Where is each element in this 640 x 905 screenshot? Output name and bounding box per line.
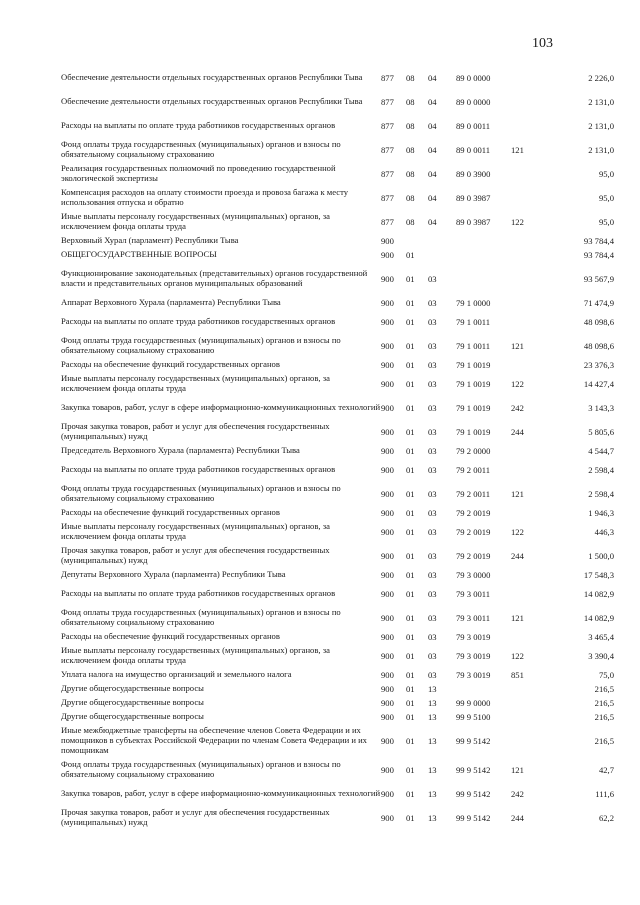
- row-section-code: 01: [406, 712, 415, 722]
- row-subsection-code: [428, 234, 456, 248]
- row-ved-code: 900: [381, 684, 394, 694]
- row-target-article: 99 9 5100: [456, 712, 491, 722]
- row-name: Функционирование законодательных (представительных) органов государственной власти и представительных органов муниципальных образований: [61, 268, 368, 288]
- row-subsection-code: 13: [428, 765, 437, 775]
- row-target-article: 79 1 0011: [456, 317, 491, 327]
- row-subsection-code: 13: [428, 698, 437, 708]
- row-amount: 4 544,7: [588, 446, 614, 456]
- row-name: Верховный Хурал (парламент) Республики Тыва: [61, 235, 239, 245]
- row-target-article: 79 1 0000: [456, 298, 491, 308]
- row-expense-type: [511, 682, 539, 696]
- row-target-article: 99 9 5142: [456, 736, 491, 746]
- row-expense-type: [511, 710, 539, 724]
- table-row: [61, 162, 614, 186]
- row-name: Закупка товаров, работ, услуг в сфере информационно-коммуникационных технологий: [61, 402, 381, 412]
- row-ved-code: 877: [381, 73, 394, 83]
- row-ved-code: 900: [381, 427, 394, 437]
- row-name: Фонд оплаты труда государственных (муниципальных) органов и взносы по обязательному социальному страхованию: [61, 139, 341, 159]
- row-target-article: 79 3 0019: [456, 651, 491, 661]
- row-section-code: 01: [406, 632, 415, 642]
- row-subsection-code: 03: [428, 613, 437, 623]
- table-row: [61, 372, 614, 396]
- row-ved-code: 877: [381, 145, 394, 155]
- row-expense-type: [511, 114, 539, 138]
- row-ved-code: 900: [381, 341, 394, 351]
- row-target-article: 89 0 0011: [456, 121, 491, 131]
- row-amount: 48 098,6: [583, 341, 614, 351]
- row-name: Компенсация расходов на оплату стоимости проезда и провоза багажа к месту использования отпуска и обратно: [61, 187, 349, 207]
- row-amount: 1 946,3: [588, 508, 614, 518]
- row-subsection-code: 04: [428, 217, 437, 227]
- row-subsection-code: 13: [428, 684, 437, 694]
- row-expense-type: [511, 234, 539, 248]
- row-subsection-code: 03: [428, 570, 437, 580]
- table-row: [61, 262, 614, 296]
- row-amount: 93 784,4: [583, 236, 614, 246]
- row-name: Прочая закупка товаров, работ и услуг для обеспечения государственных (муниципальных) нужд: [61, 421, 330, 441]
- row-amount: 93 784,4: [583, 250, 614, 260]
- row-expense-type: [511, 90, 539, 114]
- row-target-article: 89 0 0000: [456, 73, 491, 83]
- row-target-article: 99 9 0000: [456, 698, 491, 708]
- row-ved-code: 900: [381, 789, 394, 799]
- row-name: Иные выплаты персоналу государственных (муниципальных) органов, за исключением фонда оплаты труда: [61, 521, 330, 541]
- row-target-article: 89 0 0000: [456, 97, 491, 107]
- row-subsection-code: 03: [428, 589, 437, 599]
- row-subsection-code: 13: [428, 813, 437, 823]
- row-expense-type: [511, 724, 539, 758]
- row-amount: 71 474,9: [583, 298, 614, 308]
- row-target-article: 79 2 0011: [456, 489, 491, 499]
- row-section-code: 01: [406, 765, 415, 775]
- table-row: [61, 630, 614, 644]
- row-expense-type: [511, 66, 539, 90]
- row-subsection-code: 03: [428, 317, 437, 327]
- row-expense-type: 121: [511, 145, 524, 155]
- row-ved-code: 900: [381, 250, 394, 260]
- row-section-code: 01: [406, 465, 415, 475]
- row-section-code: 08: [406, 169, 415, 179]
- table-row: [61, 710, 614, 724]
- row-subsection-code: 13: [428, 789, 437, 799]
- row-ved-code: 900: [381, 489, 394, 499]
- table-row: [61, 186, 614, 210]
- row-target-article: 89 0 3987: [456, 193, 491, 203]
- row-amount: 48 098,6: [583, 317, 614, 327]
- row-target-article: 79 3 0019: [456, 632, 491, 642]
- table-row: [61, 644, 614, 668]
- row-target-article: [456, 234, 511, 248]
- table-row: [61, 138, 614, 162]
- table-row: [61, 296, 614, 310]
- row-ved-code: 900: [381, 651, 394, 661]
- row-subsection-code: 03: [428, 489, 437, 499]
- table-row: [61, 248, 614, 262]
- row-expense-type: [511, 444, 539, 458]
- row-subsection-code: 03: [428, 651, 437, 661]
- table-row: [61, 682, 614, 696]
- row-section-code: 01: [406, 698, 415, 708]
- row-amount: 42,7: [598, 765, 614, 775]
- row-section-code: 01: [406, 274, 415, 284]
- table-row: [61, 420, 614, 444]
- table-row: [61, 582, 614, 606]
- row-amount: 2 598,4: [588, 465, 614, 475]
- row-subsection-code: 03: [428, 670, 437, 680]
- row-section-code: 01: [406, 298, 415, 308]
- row-ved-code: 900: [381, 813, 394, 823]
- row-name: Фонд оплаты труда государственных (муниципальных) органов и взносы по обязательному социальному страхованию: [61, 335, 341, 355]
- row-ved-code: 900: [381, 765, 394, 775]
- row-target-article: [456, 682, 511, 696]
- row-name: Прочая закупка товаров, работ и услуг для обеспечения государственных (муниципальных) нужд: [61, 807, 330, 827]
- row-amount: 3 143,3: [588, 403, 614, 413]
- row-amount: 3 390,4: [588, 651, 614, 661]
- row-section-code: 08: [406, 121, 415, 131]
- table-row: [61, 758, 614, 782]
- row-section-code: 08: [406, 97, 415, 107]
- page-number: 103: [532, 36, 553, 51]
- row-ved-code: 900: [381, 551, 394, 561]
- row-amount: 1 500,0: [588, 551, 614, 561]
- row-expense-type: [511, 296, 539, 310]
- table-row: [61, 506, 614, 520]
- table-row: [61, 806, 614, 830]
- row-expense-type: 122: [511, 651, 524, 661]
- row-expense-type: 244: [511, 551, 524, 561]
- row-expense-type: [511, 630, 539, 644]
- row-expense-type: [511, 248, 539, 262]
- row-subsection-code: 04: [428, 73, 437, 83]
- row-expense-type: [511, 310, 539, 334]
- row-name: Фонд оплаты труда государственных (муниципальных) органов и взносы по обязательному социальному страхованию: [61, 759, 341, 779]
- row-expense-type: 121: [511, 765, 524, 775]
- row-name: Закупка товаров, работ, услуг в сфере информационно-коммуникационных технологий: [61, 788, 381, 798]
- row-ved-code: 877: [381, 217, 394, 227]
- table-row: [61, 114, 614, 138]
- row-target-article: 79 3 0011: [456, 613, 491, 623]
- row-subsection-code: 04: [428, 121, 437, 131]
- row-expense-type: 244: [511, 813, 524, 823]
- row-target-article: 89 0 0011: [456, 145, 491, 155]
- row-target-article: 79 3 0019: [456, 670, 491, 680]
- row-target-article: 79 1 0011: [456, 341, 491, 351]
- row-subsection-code: 03: [428, 341, 437, 351]
- row-ved-code: 900: [381, 632, 394, 642]
- row-name: Обеспечение деятельности отдельных государственных органов Республики Тыва: [61, 72, 363, 82]
- row-ved-code: 900: [381, 274, 394, 284]
- row-amount: 95,0: [598, 193, 614, 203]
- row-target-article: 89 0 3900: [456, 169, 491, 179]
- row-section-code: 08: [406, 73, 415, 83]
- row-name: Иные выплаты персоналу государственных (муниципальных) органов, за исключением фонда оплаты труда: [61, 373, 330, 393]
- row-ved-code: 900: [381, 379, 394, 389]
- row-name: Фонд оплаты труда государственных (муниципальных) органов и взносы по обязательному социальному страхованию: [61, 607, 341, 627]
- table-row: [61, 606, 614, 630]
- row-target-article: 79 1 0019: [456, 360, 491, 370]
- row-name: Уплата налога на имущество организаций и земельного налога: [61, 669, 292, 679]
- table-row: [61, 396, 614, 420]
- row-amount: 93 567,9: [583, 274, 614, 284]
- row-amount: 95,0: [598, 169, 614, 179]
- row-subsection-code: 03: [428, 298, 437, 308]
- row-target-article: 79 1 0019: [456, 379, 491, 389]
- row-name: Другие общегосударственные вопросы: [61, 683, 204, 693]
- row-target-article: 99 9 5142: [456, 789, 491, 799]
- row-amount: 95,0: [598, 217, 614, 227]
- row-amount: 446,3: [594, 527, 614, 537]
- row-ved-code: 877: [381, 193, 394, 203]
- row-subsection-code: 03: [428, 508, 437, 518]
- table-row: [61, 334, 614, 358]
- row-section-code: 01: [406, 379, 415, 389]
- row-subsection-code: 04: [428, 169, 437, 179]
- row-section-code: 01: [406, 613, 415, 623]
- row-amount: 216,5: [594, 736, 614, 746]
- row-expense-type: [511, 506, 539, 520]
- row-section-code: 08: [406, 193, 415, 203]
- row-expense-type: [511, 568, 539, 582]
- table-row: [61, 234, 614, 248]
- row-amount: 2 226,0: [588, 73, 614, 83]
- row-section-code: 01: [406, 427, 415, 437]
- row-expense-type: 122: [511, 527, 524, 537]
- row-subsection-code: 03: [428, 527, 437, 537]
- row-ved-code: 877: [381, 169, 394, 179]
- row-name: Аппарат Верховного Хурала (парламента) Республики Тыва: [61, 297, 281, 307]
- row-target-article: 99 9 5142: [456, 765, 491, 775]
- row-ved-code: 900: [381, 589, 394, 599]
- row-subsection-code: 04: [428, 193, 437, 203]
- row-ved-code: 900: [381, 236, 394, 246]
- row-expense-type: 851: [511, 670, 524, 680]
- row-amount: 2 131,0: [588, 145, 614, 155]
- row-section-code: 01: [406, 813, 415, 823]
- row-name: Расходы на обеспечение функций государственных органов: [61, 359, 280, 369]
- row-section-code: 01: [406, 570, 415, 580]
- row-amount: 216,5: [594, 698, 614, 708]
- row-expense-type: [511, 696, 539, 710]
- row-amount: 2 131,0: [588, 121, 614, 131]
- row-subsection-code: 03: [428, 360, 437, 370]
- row-ved-code: 900: [381, 317, 394, 327]
- row-ved-code: 900: [381, 527, 394, 537]
- row-amount: 17 548,3: [583, 570, 614, 580]
- row-expense-type: 121: [511, 341, 524, 351]
- row-amount: 5 805,6: [588, 427, 614, 437]
- row-target-article: 79 1 0019: [456, 427, 491, 437]
- row-name: Расходы на обеспечение функций государственных органов: [61, 507, 280, 517]
- row-expense-type: 242: [511, 789, 524, 799]
- row-section-code: 01: [406, 736, 415, 746]
- row-ved-code: 900: [381, 298, 394, 308]
- table-row: [61, 482, 614, 506]
- row-expense-type: [511, 162, 539, 186]
- table-row: [61, 520, 614, 544]
- row-expense-type: 121: [511, 613, 524, 623]
- row-subsection-code: 03: [428, 379, 437, 389]
- row-section-code: 01: [406, 360, 415, 370]
- row-amount: 14 082,9: [583, 613, 614, 623]
- row-subsection-code: 13: [428, 736, 437, 746]
- budget-table: [61, 66, 614, 830]
- row-amount: 216,5: [594, 684, 614, 694]
- table-row: [61, 782, 614, 806]
- row-subsection-code: 04: [428, 97, 437, 107]
- table-row: [61, 696, 614, 710]
- row-amount: 2 131,0: [588, 97, 614, 107]
- row-ved-code: 900: [381, 403, 394, 413]
- row-target-article: 79 2 0019: [456, 508, 491, 518]
- row-expense-type: [511, 262, 539, 296]
- row-ved-code: 900: [381, 698, 394, 708]
- row-ved-code: 877: [381, 97, 394, 107]
- row-ved-code: 900: [381, 613, 394, 623]
- table-row: [61, 724, 614, 758]
- row-name: Расходы на выплаты по оплате труда работников государственных органов: [61, 588, 336, 598]
- row-subsection-code: 03: [428, 465, 437, 475]
- row-ved-code: 900: [381, 736, 394, 746]
- row-amount: 111,6: [595, 789, 614, 799]
- row-section-code: 01: [406, 341, 415, 351]
- row-name: Депутаты Верховного Хурала (парламента) Республики Тыва: [61, 569, 286, 579]
- row-subsection-code: 03: [428, 403, 437, 413]
- row-name: Прочая закупка товаров, работ и услуг для обеспечения государственных (муниципальных) нужд: [61, 545, 330, 565]
- row-ved-code: 900: [381, 570, 394, 580]
- row-section-code: 01: [406, 651, 415, 661]
- row-expense-type: [511, 358, 539, 372]
- row-target-article: 79 3 0011: [456, 589, 491, 599]
- row-ved-code: 900: [381, 508, 394, 518]
- table-row: [61, 458, 614, 482]
- row-target-article: 79 2 0000: [456, 446, 491, 456]
- row-target-article: 79 2 0019: [456, 527, 491, 537]
- row-amount: 2 598,4: [588, 489, 614, 499]
- row-section-code: 01: [406, 489, 415, 499]
- row-subsection-code: 03: [428, 446, 437, 456]
- row-expense-type: [511, 186, 539, 210]
- row-amount: 14 427,4: [583, 379, 614, 389]
- row-section-code: 08: [406, 217, 415, 227]
- budget-table-body: [61, 66, 614, 830]
- row-name: ОБЩЕГОСУДАРСТВЕННЫЕ ВОПРОСЫ: [61, 249, 217, 259]
- row-target-article: 89 0 3987: [456, 217, 491, 227]
- row-name: Иные выплаты персоналу государственных (муниципальных) органов, за исключением фонда оплаты труда: [61, 211, 330, 231]
- row-expense-type: 122: [511, 379, 524, 389]
- row-subsection-code: 03: [428, 551, 437, 561]
- row-target-article: 79 3 0000: [456, 570, 491, 580]
- row-subsection-code: 03: [428, 632, 437, 642]
- row-amount: 75,0: [598, 670, 614, 680]
- table-row: [61, 210, 614, 234]
- row-subsection-code: [428, 248, 456, 262]
- row-ved-code: 900: [381, 712, 394, 722]
- row-target-article: [456, 248, 511, 262]
- row-subsection-code: 13: [428, 712, 437, 722]
- table-row: [61, 568, 614, 582]
- row-target-article: 79 2 0011: [456, 465, 491, 475]
- row-amount: 14 082,9: [583, 589, 614, 599]
- row-section-code: 01: [406, 508, 415, 518]
- row-name: Другие общегосударственные вопросы: [61, 711, 204, 721]
- row-expense-type: 122: [511, 217, 524, 227]
- row-section-code: 01: [406, 589, 415, 599]
- row-section-code: 01: [406, 551, 415, 561]
- row-section-code: 01: [406, 684, 415, 694]
- row-amount: 62,2: [598, 813, 614, 823]
- row-name: Расходы на выплаты по оплате труда работников государственных органов: [61, 120, 336, 130]
- row-name: Председатель Верховного Хурала (парламента) Республики Тыва: [61, 445, 300, 455]
- row-name: Фонд оплаты труда государственных (муниципальных) органов и взносы по обязательному социальному страхованию: [61, 483, 341, 503]
- row-subsection-code: 04: [428, 145, 437, 155]
- row-expense-type: [511, 582, 539, 606]
- row-name: Расходы на выплаты по оплате труда работников государственных органов: [61, 464, 336, 474]
- row-amount: 23 376,3: [583, 360, 614, 370]
- row-name: Расходы на выплаты по оплате труда работников государственных органов: [61, 316, 336, 326]
- row-ved-code: 900: [381, 360, 394, 370]
- row-section-code: 01: [406, 403, 415, 413]
- table-row: [61, 66, 614, 90]
- row-subsection-code: 03: [428, 274, 437, 284]
- row-target-article: 99 9 5142: [456, 813, 491, 823]
- row-name: Реализация государственных полномочий по проведению государственной экологической экспертизы: [61, 163, 336, 183]
- table-row: [61, 358, 614, 372]
- row-section-code: 01: [406, 670, 415, 680]
- row-section-code: 01: [406, 789, 415, 799]
- row-section-code: 01: [406, 446, 415, 456]
- row-expense-type: 242: [511, 403, 524, 413]
- row-ved-code: 900: [381, 670, 394, 680]
- row-ved-code: 900: [381, 465, 394, 475]
- row-expense-type: 244: [511, 427, 524, 437]
- row-target-article: [456, 262, 511, 296]
- row-name: Обеспечение деятельности отдельных государственных органов Республики Тыва: [61, 96, 363, 106]
- row-amount: 216,5: [594, 712, 614, 722]
- row-section-code: 01: [406, 317, 415, 327]
- table-row: [61, 310, 614, 334]
- table-row: [61, 444, 614, 458]
- row-name: Иные выплаты персоналу государственных (муниципальных) органов, за исключением фонда оплаты труда: [61, 645, 330, 665]
- row-section-code: 01: [406, 527, 415, 537]
- row-subsection-code: 03: [428, 427, 437, 437]
- row-section-code: 08: [406, 145, 415, 155]
- row-target-article: 79 1 0019: [456, 403, 491, 413]
- table-row: [61, 544, 614, 568]
- row-name: Расходы на обеспечение функций государственных органов: [61, 631, 280, 641]
- row-name: Иные межбюджетные трансферты на обеспечение членов Совета Федерации и их помощников в субъектах Российской Федерации по членам Совета Федерации и их помощникам: [61, 725, 367, 755]
- row-amount: 3 465,4: [588, 632, 614, 642]
- row-section-code: 01: [406, 250, 415, 260]
- table-row: [61, 668, 614, 682]
- row-section-code: [406, 234, 428, 248]
- row-target-article: 79 2 0019: [456, 551, 491, 561]
- row-expense-type: [511, 458, 539, 482]
- row-name: Другие общегосударственные вопросы: [61, 697, 204, 707]
- table-row: [61, 90, 614, 114]
- row-ved-code: 900: [381, 446, 394, 456]
- row-expense-type: 121: [511, 489, 524, 499]
- row-ved-code: 877: [381, 121, 394, 131]
